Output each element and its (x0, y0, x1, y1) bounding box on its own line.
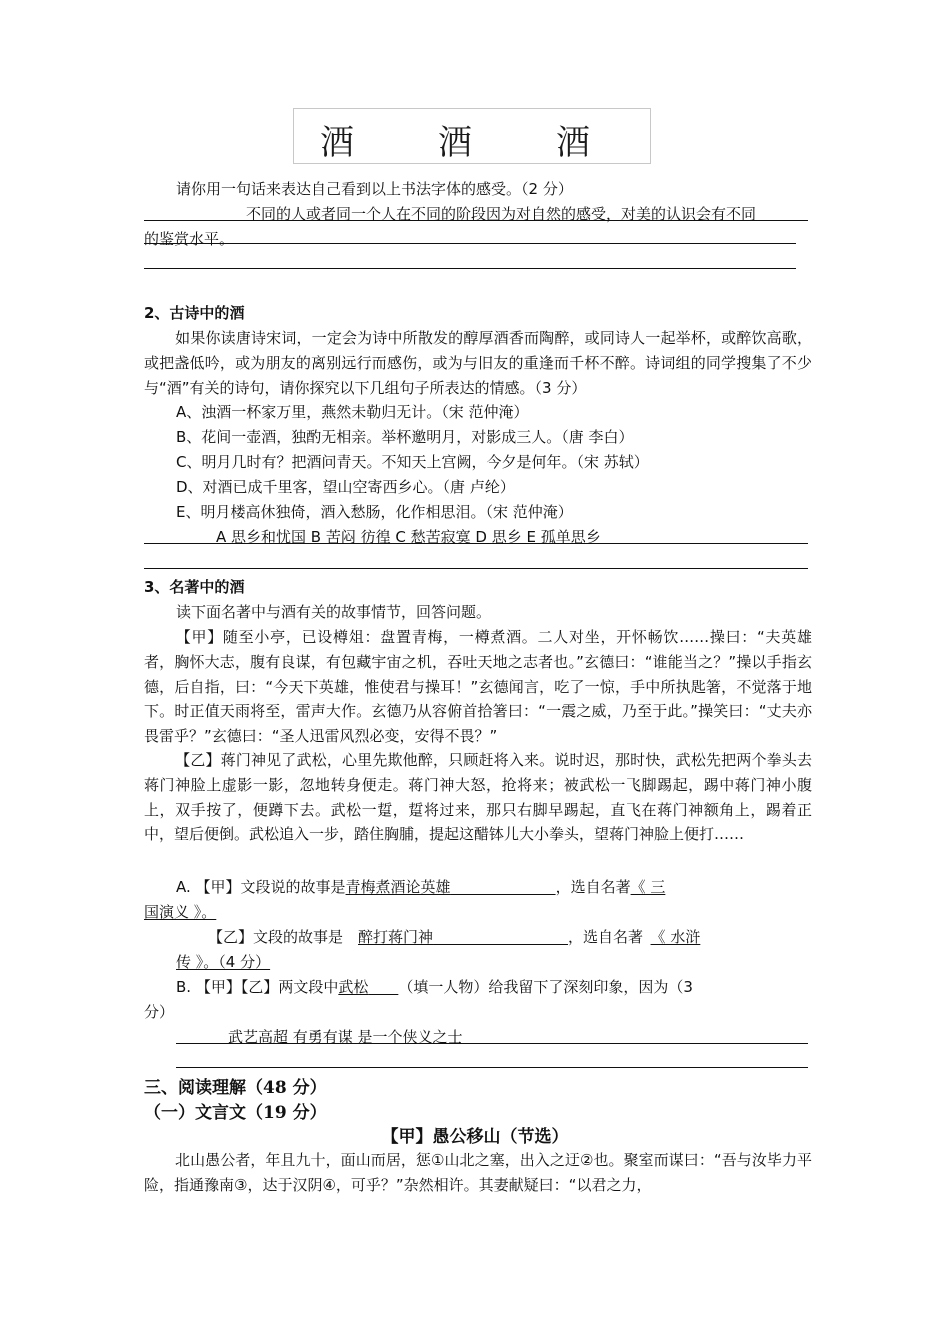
question-a2-line2 (176, 952, 270, 972)
section-heading: 3、名著中的酒 (144, 578, 245, 596)
calligraphy-char-clerical: 酒 (438, 123, 472, 163)
answer-rule (176, 1067, 808, 1068)
question-b-rest: （填一人物）给我留下了深刻印象，因为（3 (398, 978, 693, 996)
subpart-heading: （一）文言文（19 分） (144, 1103, 327, 1123)
part-heading: 三、阅读理解（48 分） (144, 1078, 327, 1098)
question-a-book: 《 三 (630, 878, 666, 896)
text-title: 【甲】愚公移山（节选） (381, 1127, 569, 1147)
sec2-intro (144, 326, 812, 400)
question-a-prefix: A. 【甲】文段说的故事是 (176, 878, 346, 896)
poem-item-c: C、明月几时有？把酒问青天。不知天上宫阙，今夕是何年。（宋 苏轼） (176, 453, 649, 471)
question-b-answer: 武松 (338, 978, 369, 996)
passage-jia (144, 625, 812, 749)
poem-item-d: D、对酒已成千里客，望山空寄西乡心。（唐 卢纶） (176, 478, 515, 496)
calligraphy-image (293, 108, 651, 164)
calligraphy-char-cursive: 酒 (320, 123, 354, 163)
question-b-line1 (176, 977, 693, 997)
question-a-line1 (176, 877, 665, 897)
answer-rule (144, 543, 808, 544)
q1-answer-line1: 不同的人或者同一个人在不同的阶段因为对自然的感受，对美的认识会有不同 (246, 205, 757, 223)
question-b-line2: 分） (144, 1003, 175, 1021)
question-a2-prefix: 【乙】文段的故事是 (208, 928, 344, 946)
question-a2-answer (358, 928, 568, 946)
q1-prompt: 请你用一句话来表达自己看到以上书法字体的感受。（2 分） (176, 180, 573, 198)
sec2-intro-text: 如果你读唐诗宋词，一定会为诗中所散发的醇厚酒香而陶醉，或同诗人一起举杯，或醉饮高歌，或把盏低吟，或为朋友的离别远行而感伤，或为与旧友的重逢而千杯不醉。诗词组的同学搜集了不少与“酒”有关的诗句，请你探究以下几组句子所表达的情感。（3 分） (144, 329, 812, 397)
q1-answer-line2: 的鉴赏水平。 (144, 230, 235, 248)
passage-yi-text: 【乙】蒋门神见了武松，心里先欺他醉，只顾赶将入来。说时迟，那时快，武松先把两个拳头去蒋门神脸上虚影一影，忽地转身便走。蒋门神大怒，抢将来；被武松一飞脚踢起，踢中蒋门神小腹上，双手按了，便蹲下去。武松一踅，踅将过来，那只右脚早踢起，直飞在蒋门神额角上，踢着正中，望后便倒。武松追入一步，踏住胸脯，提起这醋钵儿大小拳头，望蒋门神脸上便打…… (144, 751, 812, 844)
answer-rule (176, 1043, 808, 1044)
question-b-prefix: B. 【甲】【乙】两文段中 (176, 978, 339, 996)
passage-yi (144, 748, 812, 847)
poem-item-a: A、浊酒一杯家万里，燕然未勒归无计。（宋 范仲淹） (176, 403, 529, 421)
question-a2-line1 (208, 927, 700, 947)
answer-rule (144, 220, 808, 221)
question-a2-book: 《 水浒 (650, 928, 701, 946)
poem-item-e: E、明月楼高休独倚，酒入愁肠，化作相思泪。（宋 范仲淹） (176, 503, 573, 521)
question-a2-mid: ，选自名著 (568, 928, 644, 946)
question-a-mid: ，选自名著 (555, 878, 631, 896)
classical-passage (144, 1148, 812, 1198)
question-a-book-end: 国演义 》。 (144, 903, 217, 921)
answer-rule (144, 268, 796, 269)
answer-rule (144, 243, 796, 244)
passage-jia-text: 【甲】随至小亭，已设樽俎：盘置青梅，一樽煮酒。二人对坐，开怀畅饮……操曰：“夫英雄者，胸怀大志，腹有良谋，有包藏宇宙之机，吞吐天地之志者也。”玄德曰：“谁能当之？”操以手指玄德，后自指，曰：“今天下英雄，惟使君与操耳！”玄德闻言，吃了一惊，手中所执匙箸，不觉落于地下。时正值天雨将至，雷声大作。玄德乃从容俯首拾箸曰：“一震之威，乃至于此。”操笑曰：“丈夫亦畏雷乎？”玄德曰：“圣人迅雷风烈必变，安得不畏？” (144, 628, 812, 746)
sec2-answer: A 思乡和忧国 B 苦闷 彷徨 C 愁苦寂寞 D 思乡 E 孤单思乡 (216, 528, 601, 546)
question-a-line2 (144, 902, 216, 922)
question-a-answer-text: 青梅煮酒论英雄 (345, 878, 451, 896)
answer-rule (144, 568, 808, 569)
question-a2-book-end: 传 》。（4 分） (176, 953, 271, 971)
question-a-answer (346, 878, 556, 896)
classical-passage-text: 北山愚公者，年且九十，面山而居，惩①山北之塞，出入之迂②也。聚室而谋曰：“吾与汝毕力平险，指通豫南③，达于汉阴④，可乎？”杂然相许。其妻献疑曰：“以君之力， (144, 1151, 812, 1194)
question-b-reason: 武艺高超 有勇有谋 是一个侠义之士 (228, 1028, 463, 1046)
question-a2-answer-text: 醉打蒋门神 (358, 928, 434, 946)
poem-item-b: B、花间一壶酒，独酌无相亲。举杯邀明月，对影成三人。（唐 李白） (176, 428, 634, 446)
section-heading: 2、古诗中的酒 (144, 304, 245, 322)
sec3-intro: 读下面名著中与酒有关的故事情节，回答问题。 (176, 603, 492, 621)
calligraphy-char-regular: 酒 (556, 123, 590, 163)
